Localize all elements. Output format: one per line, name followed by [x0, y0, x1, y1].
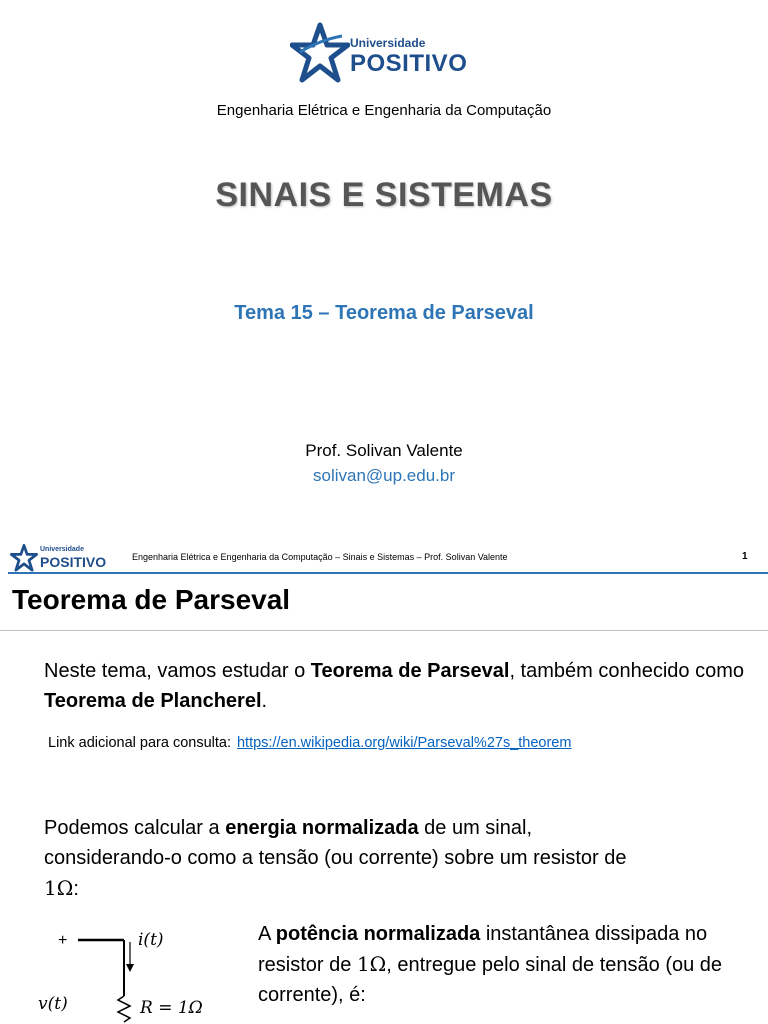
intro-paragraph — [44, 656, 744, 716]
header-rule — [8, 572, 768, 574]
text-run: . — [261, 690, 268, 712]
plus-terminal: + — [58, 932, 68, 949]
text-run: , também conhecido como — [509, 660, 744, 682]
logo-text-universidade: Universidade — [350, 36, 426, 50]
text-run: de um sinal, considerando-o como a tensão (ou corrente) sobre um resistor de — [44, 817, 627, 869]
header-logo — [10, 544, 110, 572]
resistor-circuit-diagram — [30, 928, 230, 1024]
text-run: Podemos calcular a — [44, 817, 226, 839]
professor-name: Prof. Solivan Valente — [305, 441, 463, 460]
deck-title: SINAIS E SISTEMAS — [215, 176, 553, 214]
page-number: 1 — [742, 551, 748, 562]
slide-divider — [0, 530, 768, 540]
slide-title: Teorema de Parseval — [12, 584, 291, 615]
content-slide — [0, 540, 768, 1024]
university-logo — [290, 22, 490, 86]
text-run: , entregue pelo sinal de tensão (ou de corrente), é: — [258, 954, 723, 1006]
title-rule — [0, 630, 768, 631]
course-name: Engenharia Elétrica e Engenharia da Computação — [216, 102, 552, 119]
logo-text-positivo: POSITIVO — [40, 554, 107, 570]
link-label: Link adicional para consulta: — [48, 735, 231, 751]
text-run: : — [73, 878, 79, 900]
professor-email[interactable]: solivan@up.edu.br — [312, 466, 455, 485]
current-label: i(t) — [138, 930, 164, 950]
reference-link-row — [48, 735, 571, 751]
resistor-label: R = 1Ω — [140, 998, 203, 1018]
term-energia-normalizada: energia normalizada — [225, 817, 419, 839]
text-run: Neste tema, vamos estudar o — [44, 660, 311, 682]
resistance-value: 1Ω — [356, 952, 387, 976]
text-run: A — [258, 923, 276, 945]
star-logo-icon — [10, 544, 38, 572]
voltage-label: v(t) — [38, 994, 68, 1014]
term-plancherel: Teorema de Plancherel — [44, 690, 262, 712]
text-run: instantânea dissipada no resistor de — [258, 923, 708, 976]
energy-paragraph — [44, 813, 644, 904]
power-paragraph — [258, 919, 758, 1010]
resistance-value: 1Ω — [44, 876, 74, 900]
header-course-info: Engenharia Elétrica e Engenharia da Computação – Sinais e Sistemas – Prof. Solivan Valente — [132, 552, 508, 562]
star-logo-icon — [290, 22, 350, 84]
topic-title: Tema 15 – Teorema de Parseval — [234, 302, 534, 324]
logo-text-universidade: Universidade — [40, 546, 84, 553]
term-potencia-normalizada: potência normalizada — [275, 923, 481, 945]
logo-text-positivo: POSITIVO — [350, 50, 468, 77]
wikipedia-link[interactable]: https://en.wikipedia.org/wiki/Parseval%27s_theorem — [236, 735, 572, 751]
term-parseval: Teorema de Parseval — [310, 660, 510, 682]
